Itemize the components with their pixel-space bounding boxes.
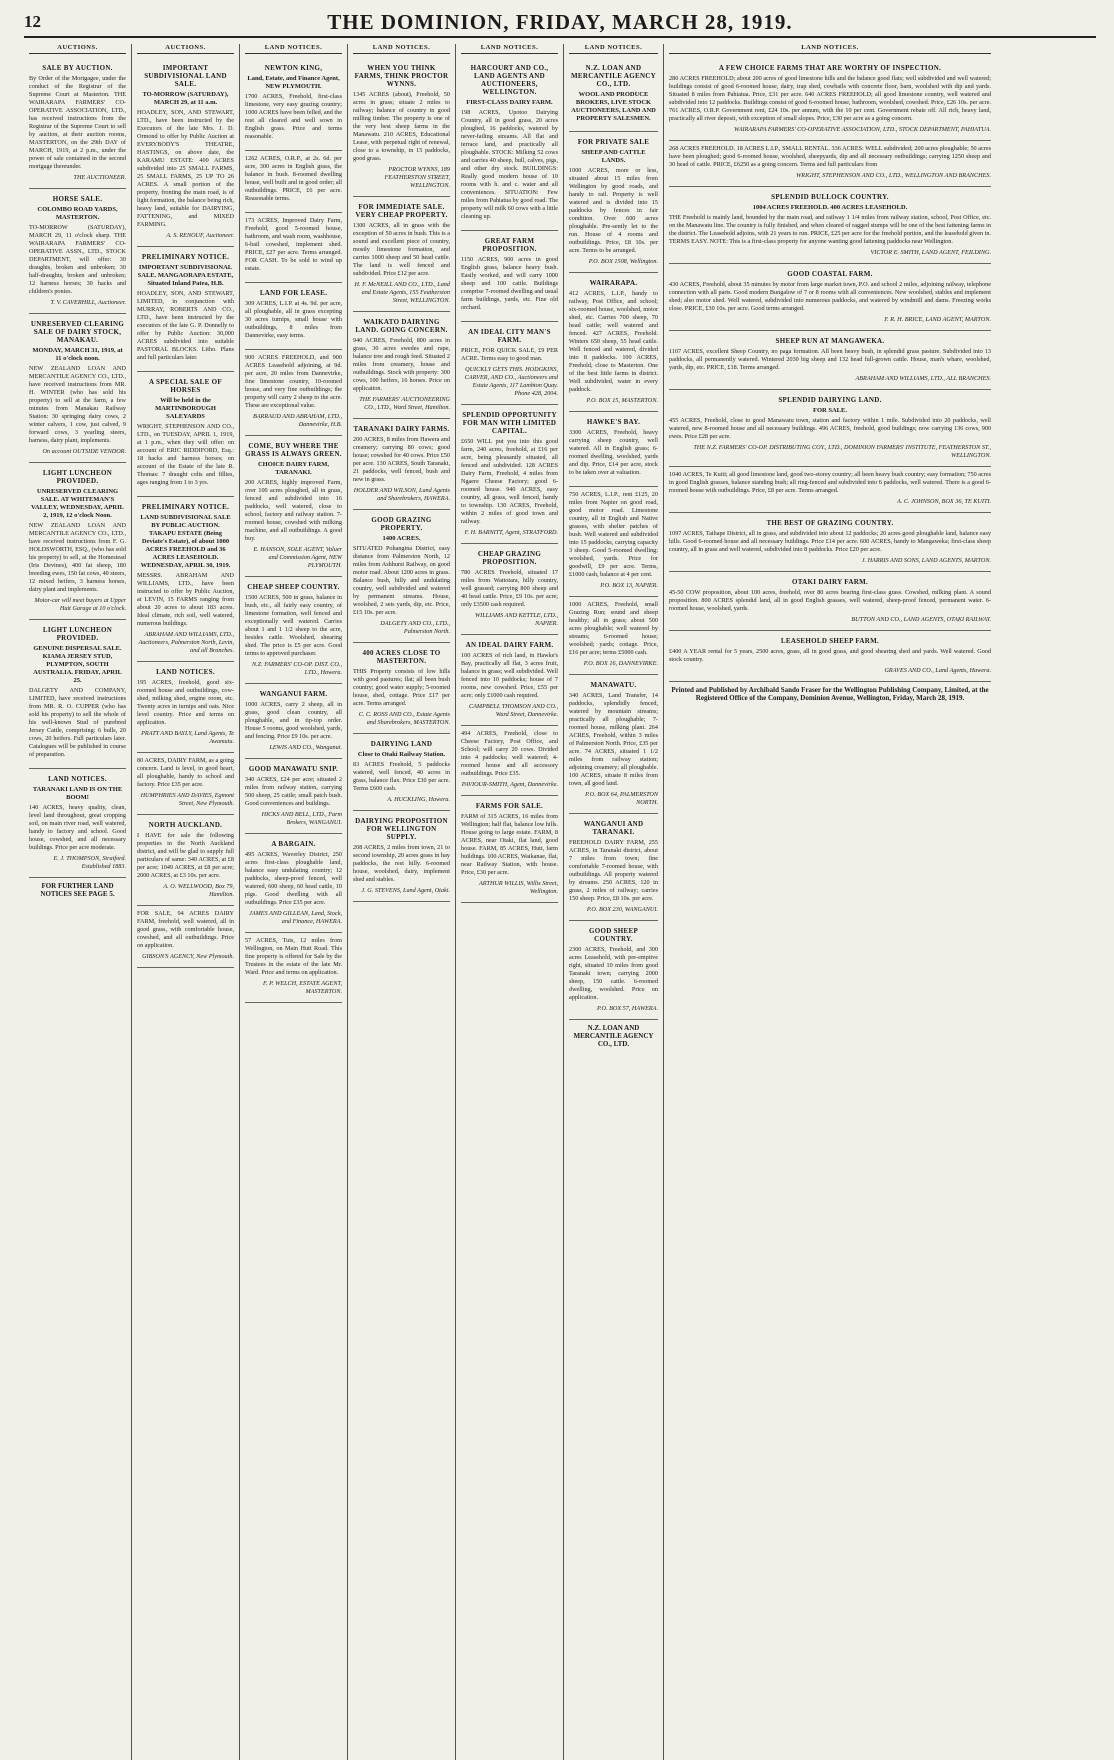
- ad-body: THIS Property consists of low hills with good pastures; flat; all been bush country; good water supply; 5-roomed house, shed, cottage. Price £17 per acre. Terms arranged.: [353, 668, 450, 707]
- ad-signature: THE N.Z. FARMERS' CO-OP. DISTRIBUTING COY., LTD., DOMINION FARMERS' INSTITUTE, FEATHERSTON ST., WELLINGTON.: [693, 444, 991, 459]
- ad-body: 100 ACRES of rich land, in Hawke's Bay, practically all flat, 3 acres fruit, balance in grass; well subdivided. Well fenced into 10 paddocks; house of 7 rooms, new cowshed. Price, £55 per acre; only £1000 cash required.: [461, 652, 558, 699]
- advertisement: [353, 197, 450, 312]
- ad-body: HOADLEY, SON, AND STEWART, LTD., have been instructed by the Executors of the late Mrs. J. D. Ormond to offer by Public Auction at EVERYBODY'S THEATRE, HASTINGS, on above date, the KARAMU ESTATE: 400 ACRES subdivided into 25 SMALL FARMS, 25 SMALL FARMS, 25 UP TO 26 ACRES. A small portion of the property, fronting the main road, is of light formation, the balance being rich, heavy land, suitable for DAIRYING, FATTENING, and MIXED FARMING.: [137, 109, 234, 228]
- advertisement: [137, 247, 234, 372]
- ad-title: FOR PRIVATE SALE: [577, 138, 650, 146]
- advertisement: [461, 726, 558, 796]
- page-title: THE DOMINION, FRIDAY, MARCH 28, 1919.: [327, 10, 793, 34]
- advertisement: [245, 58, 342, 151]
- advertisement: [137, 372, 234, 497]
- ad-signature: F. P. WELCH, ESTATE AGENT, MASTERTON.: [263, 980, 342, 995]
- masthead: [24, 10, 1096, 38]
- ad-body: 195 ACRES, freehold, good six-roomed house and outbuildings, cow-shed, milking shed, engine room, etc. Twenty acres in turnips and oats. Nice level country. Price and terms on application.: [137, 679, 234, 726]
- ad-title: WAIKATO DAIRYING LAND. GOING CONCERN.: [355, 318, 448, 334]
- ad-subtitle: TARANAKI LAND IS ON THE BOOM!: [32, 786, 123, 801]
- columns-container: [24, 44, 1096, 1760]
- ad-signature: A. C. JOHNSON, BOX 36, TE KUITI.: [896, 498, 991, 505]
- ad-body: 208 ACRES, 2 miles from town, 21 to second township, 20 acres grass in hay paddocks, the rest hilly. 6-roomed house, woolshed, dairy, implement shed and stables.: [353, 844, 450, 883]
- advertisement: [245, 759, 342, 834]
- ad-body: MESSRS. ABRAHAM AND WILLIAMS, LTD., have been instructed to offer by Public Auction, at LEVIN, 15 FARMS ranging from about 20 acres to about 183 acres. Ideal climate, rich soil, well watered, numerous buildings.: [137, 572, 234, 627]
- advertisement: [353, 312, 450, 419]
- ad-body: 1300 ACRES, all in grass with the exception of 50 acres in bush. This is a sound and excellent piece of country, mostly limestone formation, and carries 1000 sheep and 50 head cattle. The land is well fenced and subdivided. Price £12 per acre.: [353, 222, 450, 277]
- ad-body: 494 ACRES, Freehold, close to Cheese Factory, Post Office, and School; will carry 20 cows. Divided into 4 paddocks; well watered; 4-roomed house and all accessory outbuildings. Price £35.: [461, 730, 558, 777]
- ad-body: 1040 ACRES, Te Kuiti; all good limestone land, good two-storey country; all been heavy bush country; easy formation; 750 acres in good English grasses, balance standing bush; all ring-fenced and subdivided into 6 paddocks, well watered. There is a good 6-roomed house with outbuildings. Price, £8 per acre. Terms arranged.: [669, 471, 991, 494]
- ad-signature: DALGETY AND CO., LTD., Palmerston North.: [380, 620, 450, 635]
- ad-title: GOOD COASTAL FARM.: [787, 270, 873, 278]
- ad-title: WHEN YOU THINK FARMS, THINK PROCTOR WYNNS.: [354, 64, 449, 88]
- ad-title: SPLENDID OPPORTUNITY FOR MAN WITH LIMITED CAPITAL.: [462, 411, 557, 435]
- ad-signature: P.O. BOX 13, NAPIER.: [600, 582, 658, 589]
- advertisement: [137, 815, 234, 906]
- ad-subtitle: Will be held in the MARTINBOROUGH SALEYARDS: [155, 397, 216, 420]
- ad-title: IMPORTANT SUBDIVISIONAL LAND SALE.: [144, 64, 227, 88]
- ad-body: 750 ACRES, L.I.P., rent £125, 20 miles from Napier on good road, good motor road. Limestone country, all in English and Native grasses, with shelter patches of bush. Well watered and subdivided into 15 paddocks, carrying capacity 3 sheep. Good 5-roomed dwelling; woolshed, yards. Price for goodwill, £9 per acre. Terms, £1000 cash, balance at 4 per cent.: [569, 491, 658, 578]
- ad-signature: E. J. THOMPSON, Stratford. Established 1883.: [53, 855, 126, 870]
- advertisement: [569, 675, 658, 814]
- ad-body: NEW ZEALAND LOAN AND MERCANTILE AGENCY CO., LTD., have received instructions from MR. H. WINTER (who has sold his property) to sell at the farm, a few minutes from Manakau Railway Station: 30 springing dairy cows, 2 winter calvers, 1 cow, just calved, 9 forward cows, 3 yearling steers, harness, dairy plant, implements.: [29, 365, 126, 444]
- ad-title: WANGANUI AND TARANAKI.: [583, 820, 644, 836]
- advertisement: [353, 643, 450, 734]
- advertisement: [669, 467, 991, 513]
- advertisement: [569, 412, 658, 487]
- advertisement: [569, 132, 658, 273]
- ad-title: LAND NOTICES.: [48, 775, 107, 783]
- ad-title: AN IDEAL CITY MAN'S FARM.: [468, 328, 551, 344]
- ad-body: £400 A YEAR rental for 5 years, 2500 acres, grass, all in good grass, and good shearing shed and yards. Well watered. Good stock country.: [669, 648, 991, 663]
- ad-signature: GIBSON'S AGENCY, New Plymouth.: [142, 953, 234, 960]
- ad-body: HOADLEY, SON, AND STEWART, LIMITED, in conjunction with MURRAY, ROBERTS AND CO., LTD., have been instructed by the executors of the late G. P. Donnelly to offer by Public Auction: 30,000 ACRES subdivided into suitable PASTORAL BLOCKS. Litho. Plans and full particulars later.: [137, 290, 234, 361]
- ad-title: GOOD GRAZING PROPERTY.: [371, 516, 432, 532]
- column-heading: LAND NOTICES.: [461, 44, 558, 54]
- ad-title: GREAT FARM PROPOSITION.: [482, 237, 537, 253]
- ad-title: FOR IMMEDIATE SALE. VERY CHEAP PROPERTY.: [355, 203, 448, 219]
- ad-title: CHEAP SHEEP COUNTRY.: [247, 583, 340, 591]
- ad-title: SPLENDID BULLOCK COUNTRY.: [771, 193, 889, 201]
- ad-signature: PAVIOUR-SMITH, Agent, Dannevirke.: [461, 781, 558, 788]
- ad-subtitle: GENUINE DISPERSAL SALE. KIAMA JERSEY STUD, PLYMPTON, SOUTH AUSTRALIA. FRIDAY, APRIL 25.: [33, 645, 122, 684]
- ad-signature: HUMPHRIES AND DAVIES, Egmont Street, New Plymouth.: [140, 792, 234, 807]
- ad-signature: WILLIAMS AND KETTLE, LTD., NAPIER.: [475, 612, 558, 627]
- ad-title: DAIRYING LAND: [370, 740, 433, 748]
- ad-body: NEW ZEALAND LOAN AND MERCANTILE AGENCY CO., LTD., have received instructions from F. G. HOLDSWORTH, ESQ., (who has sold his property) to sell, at the Homestead (Iris Devines), 400 fat sheep, 180 breeding ewes, 150 fat cows, 40 steers, 12 mixed heifers, 3 harness horses, dairy plant and implements.: [29, 522, 126, 593]
- column-heading: LAND NOTICES.: [669, 44, 991, 54]
- advertisement: [137, 662, 234, 753]
- ad-title: LIGHT LUNCHEON PROVIDED.: [42, 626, 113, 642]
- ad-signature: P.O. BOX 16, DANNEVIRKE.: [583, 660, 658, 667]
- ad-signature: ABRAHAM AND WILLIAMS, LTD., Auctioneers, Palmerston North, Levin, and all Branches.: [138, 631, 234, 654]
- ad-body: 309 ACRES, L.I.P. at 4s. 9d. per acre, all ploughable, all in grass excepting 30 acres turnips, small house with outbuildings, 8 miles from Dannevirke, easy terms.: [245, 300, 342, 339]
- ad-subtitle: 1400 ACRES.: [382, 535, 421, 542]
- ad-title: MANAWATU.: [590, 681, 637, 689]
- ad-title: THE BEST OF GRAZING COUNTRY.: [766, 519, 894, 527]
- advertisement: [569, 273, 658, 412]
- ad-title: HAWKE'S BAY.: [586, 418, 641, 426]
- advertisement: [569, 814, 658, 921]
- ad-body: DALGETY AND COMPANY, LIMITED, have received instructions from MR. R. O. CUPPER (who has sold his property) to sell the whole of his well-known Stud of purebred Jersey Cattle, comprising: 6 bulls, 20 cows, 20 heifers. Full particulars later. Catalogues will be published in course of preparation.: [29, 687, 126, 758]
- ad-body: 1000 ACRES, more or less, situated about 15 miles from Wellington by good roads, and handy to rail. Property is well watered and is divided into 15 paddocks by fences in fair condition. Over 600 acres ploughable. Pre-sently let to the run. House of 4 rooms and outbuildings. Price, £8 10s. per acre. Terms to be arranged.: [569, 167, 658, 254]
- ad-signature: HICKS AND BELL, LTD., Farm Brokers, WANGANUI.: [261, 811, 342, 826]
- advertisement: [137, 58, 234, 247]
- ad-signature: WRIGHT, STEPHENSON AND CO., LTD., WELLINGTON AND BRANCHES.: [796, 172, 991, 179]
- ad-signature: JAMES AND GILLEAN, Land, Stock, and Finance, HAWERA.: [249, 910, 342, 925]
- advertisement: [137, 497, 234, 662]
- advertisement: [245, 283, 342, 350]
- ad-signature: A. HUCKLING, Hawera.: [387, 796, 450, 803]
- advertisement: [245, 213, 342, 283]
- ad-title: LEASEHOLD SHEEP FARM.: [780, 637, 880, 645]
- advertisement: [245, 436, 342, 577]
- ad-title: LAND NOTICES.: [156, 668, 215, 676]
- ad-body: SITUATED Pohangina District, easy distance from Palmerston North, 12 miles from Ashhurst Railway, on good motor road. About 1200 acres in grass. Balance bush, hilly and undulating country, well subdivided and watered by permanent streams. House, woolshed, 2 sets yards, dip, etc. Price, £15 10s. per acre.: [353, 545, 450, 616]
- advertisement: [29, 314, 126, 463]
- column-4: [348, 44, 456, 1760]
- column-5: [456, 44, 564, 1760]
- ad-title: COME, BUY WHERE THE GRASS IS ALWAYS GREEN.: [245, 442, 342, 458]
- ad-title: OTAKI DAIRY FARM.: [791, 578, 869, 586]
- ad-body: 1345 ACRES (about), Freehold, 50 acres in grass; situate 2 miles to railway; balance of country in good milling timber. The property is one of the very best sheep farms in the Manawatu. 210 ACRES, Educational Lease, with perpetual right of renewal, close to a township, in 15 paddocks, good grass.: [353, 91, 450, 162]
- ad-title: DAIRYING PROPOSITION FOR WELLINGTON SUPPLY.: [355, 817, 448, 841]
- advertisement: [461, 796, 558, 903]
- column-2: [132, 44, 240, 1760]
- ad-title: FARMS FOR SALE.: [475, 802, 544, 810]
- advertisement: [29, 620, 126, 769]
- ad-body: 57 ACRES, Tuis, 12 miles from Wellington, on Main Hutt Road. This fine property is offered for Sale by the Trustees in the estate of the late Mr. Ward. Price and terms on application.: [245, 937, 342, 976]
- ad-title: PRELIMINARY NOTICE.: [141, 253, 230, 261]
- ad-body: 268 ACRES FREEHOLD. 18 ACRES L.I.P., SMALL RENTAL. 336 ACRES: WELL subdivided; 200 acres ploughable; 50 acres have been ploughed; good 6-roomed house, woolshed, sheepyards, dip and all necessary outbuildings; carrying 1250 sheep and 30 head of cattle. PRICE, £6250 as a going concern. Terms and full particulars from: [669, 145, 991, 168]
- ad-signature: QUICKLY GETS THIS. HODGKINS, CARVER, AND CO., Auctioneers and Estate Agents, 117 Lambton Quay. Phone 428, 2004.: [464, 366, 558, 397]
- ad-body: 1700 ACRES, Freehold, first-class limestone, very easy grazing country; 1000 ACRES have been felled, and the rest all cleared and well sown in English grass. Price and terms reasonable.: [245, 93, 342, 140]
- ad-title: AN IDEAL DAIRY FARM.: [465, 641, 554, 649]
- ad-signature: GRAVES AND CO., Land Agents, Hawera.: [884, 667, 991, 674]
- advertisement: [461, 635, 558, 726]
- ad-signature: E. HANSON, SOLE AGENT, Valuer and Commission Agent, NEW PLYMOUTH.: [253, 546, 342, 569]
- ad-title: A SPECIAL SALE OF HORSES: [149, 378, 222, 394]
- ad-signature: CAMPBELL THOMSON AND CO., Ward Street, Dannevirke.: [469, 703, 558, 718]
- ad-body: 940 ACRES, Freehold, 800 acres in grass, 30 acres swedes and rape, balance tree and rough feed. Situated 2 miles from creamery, house and outbuildings. Stock with property: 300 cows, 100 heifers, 16 horses. Price on application.: [353, 337, 450, 392]
- ad-body: 455 ACRES, Freehold, close to good Manawatu town, station and factory within 1 mile. Subdivided into 20 paddocks, well watered, new 8-roomed house and all necessary buildings. 496 ACRES, freehold, good buildings; now carrying 136 cows, 900 ewes. Price £28 per acre.: [669, 417, 991, 440]
- ad-signature: THE AUCTIONEER.: [73, 174, 126, 181]
- ad-body: 80 ACRES, DAIRY FARM, as a going concern. Land is level, in good heart, all ploughable, handy to school and factory. Price £35 per acre.: [137, 757, 234, 788]
- ad-title: HARCOURT AND CO., LAND AGENTS AND AUCTIONEERS, WELLINGTON.: [470, 64, 549, 96]
- ad-title: WAIRARAPA.: [589, 279, 638, 287]
- ad-signature: THE FARMERS' AUCTIONEERING CO., LTD., Ward Street, Hamilton.: [359, 396, 450, 411]
- ad-subtitle: UNRESERVED CLEARING SALE. AT WHITEMAN'S VALLEY, WEDNESDAY, APRIL 2, 1919, 12 o'clock Noon.: [31, 488, 124, 519]
- ad-title: A FEW CHOICE FARMS THAT ARE WORTHY OF INSPECTION.: [718, 64, 942, 72]
- advertisement: [245, 577, 342, 684]
- ad-title: A BARGAIN.: [271, 840, 316, 848]
- advertisement: [669, 187, 991, 264]
- column-heading: AUCTIONS.: [29, 44, 126, 54]
- ad-body: THE Freehold is mainly land, bounded by the main road, and railway 1 1/4 miles from railway station, school, Post Office, etc. on the Manawatu line. The country is fully finished, and when cleared of ragged stumps will be one of the best fattening farms in the district. The Leasehold adjoins, with 21 years to run. PRICE, £25 per acre for the freehold portion, and the leasehold given in. TERMS EASY. NOTE: This is a first-class property for anyone wanting good fattening paddocks near Wellington.: [669, 214, 991, 245]
- ad-title: HORSE SALE.: [52, 195, 103, 203]
- advertisement: [29, 189, 126, 314]
- ad-signature: J. HARRIS AND SONS, LAND AGENTS, MARTON.: [861, 557, 991, 564]
- ad-body: 1500 ACRES, 500 in grass, balance in bush, etc., all fairly easy country, of limestone formation, well fenced and exceptionally well watered. Carries about 1 and 1 1/2 sheep to the acre, besides cattle. Woolshed, shearing shed. The price is £5 per acre. Good terms to approved purchaser.: [245, 594, 342, 657]
- column-heading: LAND NOTICES.: [245, 44, 342, 54]
- ad-body: WRIGHT, STEPHENSON AND CO., LTD., on TUESDAY, APRIL 1, 1919, at 1 p.m., when they will offer: on account of ERIC RIDDIFORD, Esq.: 18 hacks and harness horses; on account of the Estate of the late R. Thomas: 7 draught colts and fillies, ages ranging from 1 to 3 yrs.: [137, 423, 234, 486]
- ad-signature: T. V. CAVERHILL, Auctioneer.: [50, 299, 126, 306]
- column-6: [564, 44, 664, 1760]
- ad-body: 412 ACRES, L.I.P., handy to railway, Post Office, and school; six-roomed house, woolshed, motor shed, etc. Carries 700 sheep, 70 head cattle; well watered and fenced. 427 ACRES, Freehold. Winters 650 sheep, 55 head cattle. Well fenced and watered, divided into 8 paddocks. 100 ACRES, Freehold, close to Masterton. One of the best little farms in district. Well subdivided, water in every paddock.: [569, 290, 658, 393]
- advertisement: [353, 734, 450, 811]
- ad-body: 495 ACRES, Waverley District, 250 acres first-class ploughable land, balance easy undulating country; 12 paddocks, sheep-proof fenced, well watered, 600 sheep, 60 head cattle, 10 pigs. Good dwelling with all outbuildings. Price £35 per acre.: [245, 851, 342, 906]
- advertisement: [353, 811, 450, 902]
- ad-signature: ARTHUR WILLIS, Willis Street, Wellington.: [478, 880, 558, 895]
- column-heading: LAND NOTICES.: [353, 44, 450, 54]
- ad-signature: VICTOR E. SMITH, LAND AGENT, FEILDING.: [870, 249, 991, 256]
- advertisement: [353, 58, 450, 197]
- ad-title: NEWTON KING,: [264, 64, 323, 72]
- ad-body: 1097 ACRES, Taihape District, all in grass, and subdivided into about 12 paddocks; 20 acres good ploughable land, balance easy hills. Good 6-roomed house and all necessary buildings. Price £14 per acre. 600 ACRES, handy to Mangaweka; first-class sheep country, all in grass and well watered, subdivided into 8 paddocks. Price £20 per acre.: [669, 530, 991, 553]
- ad-body: 430 ACRES, Freehold, about 35 minutes by motor from large market town, P.O. and school 2 miles, adjoining railway, telephone connection with all parts. Good modern Bungalow of 7 or 8 rooms with all conveniences. New woolshed, stables and implement shed; also motor shed. Well watered, subdivided into numerous paddocks, and watered by windmill and dams. Freezing works close. PRICE, £30 10s. per acre. Good terms arranged.: [669, 281, 991, 312]
- advertisement: [569, 597, 658, 675]
- ad-signature: BUTTON AND CO., LAND AGENTS, OTAKI RAILWAY.: [851, 616, 991, 623]
- ad-body: 45-50 COW proposition, about 100 acres, freehold, over 80 acres bearing first-class grass. Cowshed, milking plant. A sound proposition. 800 ACRES splendid land, all in good English grasses, well watered, sheep-proof fenced, permanent water. 6-roomed house, woolshed, yards.: [669, 589, 991, 612]
- advertisement: [353, 419, 450, 510]
- advertisement: [461, 405, 558, 544]
- ad-subtitle: SHEEP AND CATTLE LANDS.: [581, 149, 646, 164]
- ad-title: LAND FOR LEASE.: [259, 289, 328, 297]
- ad-title: WANGANUI FARM.: [259, 690, 328, 698]
- ad-body: FOR SALE, 94 ACRES DAIRY FARM, freehold, well watered, all in good grass, with comfortable house, cowshed, and all outbuildings. Price on application.: [137, 910, 234, 949]
- advertisement: [669, 264, 991, 331]
- ad-signature: PROCTOR WYNNS, 189 FEATHERSTON STREET, WELLINGTON.: [384, 166, 450, 189]
- column-footer: N.Z. LOAN AND MERCANTILE AGENCY CO., LTD.: [573, 1024, 654, 1048]
- column-3: [240, 44, 348, 1760]
- ad-body: 1000 ACRES, carry 2 sheep, all in grass, good clean country, all ploughable, and in tip-top order. House 5 rooms, good woolshed, yards, and fencing. Price £9 10s. per acre.: [245, 701, 342, 740]
- ad-subtitle: COLOMBO ROAD YARDS, MASTERTON.: [37, 206, 118, 221]
- ad-signature: PRATT AND BAYLY, Land Agents, Te Awamutu.: [141, 730, 234, 745]
- column-heading: AUCTIONS.: [137, 44, 234, 54]
- ad-title: TARANAKI DAIRY FARMS.: [353, 425, 450, 433]
- ad-title: SHEEP RUN AT MANGAWEKA.: [775, 337, 885, 345]
- ad-body: 1150 ACRES, 900 acres in good English grass, balance heavy bush. Easily worked, and will carry 1000 sheep and 100 cattle. Buildings comprise 7-roomed dwelling and usual farm buildings, yards, etc. Fine old orchard.: [461, 256, 558, 311]
- ad-signature: HOLDER AND WILSON, Land Agents and Sharebrokers, HAWERA.: [353, 487, 450, 502]
- ad-body: 900 ACRES FREEHOLD, and 900 ACRES Leasehold adjoining, at 9d. per acre, 20 miles from Dannevirke, fine limestone country, 10-roomed house, and very fine outbuildings; the property will carry 2 sheep to the acre. These are exceptional value.: [245, 354, 342, 409]
- ad-subtitle: TO-MORROW (SATURDAY), MARCH 29, at 11 a.m.: [142, 91, 229, 106]
- ad-body: 3300 ACRES, Freehold, heavy carrying sheep country, well watered. All in English grass; 6-roomed dwelling, woolshed, yards and dip. Price, £14 per acre, stock to be taken over at valuation.: [569, 429, 658, 476]
- ad-signature: Motor-car will meet buyers at Upper Hutt Garage at 10 o'clock.: [34, 597, 126, 612]
- advertisement: [461, 231, 558, 322]
- advertisement: [461, 58, 558, 231]
- advertisement: [29, 463, 126, 620]
- ad-body: By Order of the Mortgagee, under the conduct of the Registrar of the Supreme Court at Masterton. THE WAIRARAPA FARMERS' CO-OPERATIVE ASSOCIATION, LTD., has received instructions from the Registrar of the Supreme Court to sell by auction, at their auction rooms, MASTERTON, on the 29th DAY of MARCH, 1919, at 2 p.m., under the power of sale contained in the second mortgage thereunder.: [29, 75, 126, 170]
- ad-title: SPLENDID DAIRYING LAND.: [778, 396, 882, 404]
- ad-subtitle: WOOL AND PRODUCE BROKERS, LIVE STOCK AUCTIONEERS, LAND AND PROPERTY SALESMEN.: [571, 91, 656, 122]
- ad-subtitle: LAND SUBDIVISIONAL SALE BY PUBLIC AUCTION. TAKAPU ESTATE (Being Deviate's Estate), of about 1000 ACRES FREEHOLD and 36 ACRES LEASEHOLD. WEDNESDAY, APRIL 30, 1919.: [140, 514, 231, 569]
- ad-subtitle: CHOICE DAIRY FARM, TARANAKI.: [257, 461, 330, 476]
- ad-signature: LEWIS AND CO., Wanganui.: [269, 744, 342, 751]
- ad-signature: F. H. BARNITT, Agent, STRATFORD.: [464, 529, 558, 536]
- ad-title: LIGHT LUNCHEON PROVIDED.: [42, 469, 113, 485]
- ad-body: 1107 ACRES, excellent Sheep Country, no paga formation. All been heavy bush, in splendid grass pasture. Subdivided into 13 paddocks, all permanently watered. Wintered 2030 big sheep and 132 head full-grown cattle. House, man's whare, woolshed, yards, dip, etc. PRICE, £18. Terms arranged.: [669, 348, 991, 371]
- ad-body: 200 ACRES, highly improved Farm, over 100 acres ploughed, all in grass, fenced and subdivided into 16 paddocks, well watered, close to school, factory and railway station. 7-roomed house, cowshed with milking machine, and all outbuildings. A good buy.: [245, 479, 342, 542]
- ad-signature: P.O. BOX 230, WANGANUI.: [586, 906, 658, 913]
- advertisement: [669, 513, 991, 572]
- ad-body: £650 WILL put you into this good farm, 240 acres, freehold, at £16 per acre, being pleasantly situated, all fenced and subdivided. 128 ACRES Dairy Farm, Freehold, 4 miles from Ngaere Cheese Factory; good 6-roomed house. 940 ACRES, easy country, all grass, well fenced, handy to township. 130 ACRES, Freehold, within 2 miles of good town and railway.: [461, 438, 558, 525]
- ad-subtitle: IMPORTANT SUBDIVISIONAL SALE. MANGAORAPA ESTATE, Situated Inland Patea, H.B.: [137, 264, 234, 287]
- column-footer: Printed and Published by Archibald Sando Fraser for the Wellington Publishing Company, Limited, at the Registered Office of the Company, Dominion Avenue, Wellington, Friday, March 28, 1919.: [671, 686, 989, 702]
- advertisement: [569, 487, 658, 597]
- ad-subtitle: FIRST-CLASS DAIRY FARM.: [466, 99, 553, 106]
- ad-signature: WAIRARAPA FARMERS' CO-OPERATIVE ASSOCIATION, LTD., STOCK DEPARTMENT, PAHIATUA.: [734, 126, 991, 133]
- ad-signature: F. R. H. BRICE, LAND AGENT, MARTON.: [884, 316, 991, 323]
- advertisement: [245, 151, 342, 213]
- ad-title: SALE BY AUCTION.: [42, 64, 113, 72]
- ad-title: GOOD SHEEP COUNTRY.: [588, 927, 639, 943]
- ad-signature: N.Z. FARMERS' CO-OP. DIST. CO., LTD., Hawera.: [251, 661, 342, 676]
- advertisement: [669, 390, 991, 467]
- ad-title: NORTH AUCKLAND.: [148, 821, 223, 829]
- advertisement: [569, 58, 658, 132]
- ad-body: 1000 ACRES, Freehold, small Grazing Run; sound and sheep healthy; all in grass; about 500 acres ploughable; well watered by streams; 6-roomed house; woolshed; yards; cottage. Price, £16 per acre; terms £5000 cash.: [569, 601, 658, 656]
- advertisement: [245, 834, 342, 933]
- ad-body: TO-MORROW (SATURDAY), MARCH 29, 11 o'clock sharp. THE WAIRARAPA FARMERS' CO-OPERATIVE ASSN., LTD., STOCK DEPARTMENT, will offer: 30 draughts, broken and unbroken; 30 half-draughts, broken and unbroken; 12 harness horses; 30 hacks and children's ponies.: [29, 224, 126, 295]
- advertisement: [669, 58, 991, 141]
- ad-title: 400 ACRES CLOSE TO MASTERTON.: [362, 649, 441, 665]
- ad-body: 280 ACRES FREEHOLD; about 200 acres of good limestone hills and the balance good flats; well subdivided and well watered; buildings consist of good 6-roomed house, dairy, trap shed, cowbails with concrete floor, barn, woolshed with dip and yards. Situated 8 miles from Pahiatua. Price, £31 per acre. 640 ACRES FREEHOLD; all good limestone country, well watered and subdivided into 12 paddocks. Buildings consist of good 6-roomed house, bathroom, woolshed, cowshed. Price, £26 10s. per acre. 761 ACRES, O.R.P. Government rent, £24 10s. per annum, with the 10 per cent. Government rebate off. All rich, heavy land, practically all river deposit, with exception of small slopes. Price, £30 per acre as a going concern.: [669, 75, 991, 122]
- ad-title: PRELIMINARY NOTICE.: [141, 503, 230, 511]
- ad-body: 83 ACRES Freehold, 5 paddocks watered, well fenced, 40 acres in grass, balance flax. Price £30 per acre. Terms £600 cash.: [353, 761, 450, 792]
- ad-signature: On account OUTSIDE VENDOR.: [42, 448, 126, 455]
- ad-body: 173 ACRES, Improved Dairy Farm, Freehold, good 5-roomed house, bathroom, and wash room, washhouse, 6-bail cowshed, implement shed. PRICE, £27 per acre. Terms arranged. FOR CASH. To be sold to wind up estate.: [245, 217, 342, 272]
- advertisement: [137, 906, 234, 968]
- advertisement: [669, 631, 991, 682]
- column-7: [664, 44, 996, 1760]
- column-footer: FOR FURTHER LAND NOTICES SEE PAGE 5.: [40, 882, 115, 898]
- ad-body: 780 ACRES Freehold, situated 17 miles from Waitotara, hilly country, well grassed; carrying 800 sheep and 40 head cattle. Price, £9 10s. per acre; only £3500 cash required.: [461, 569, 558, 608]
- ad-body: 340 ACRES, Land Transfer, 14 paddocks, splendidly fenced, watered by mountain streams; practically all ploughable; 7-roomed house, milking plant. 264 ACRES, Freehold, within 3 miles of Palmerston North. Price, £35 per acre. 74 ACRES, situated 1 1/2 miles from railway station; adjoining creamery; all ploughable. 100 ACRES, situate 8 miles from town, all good land.: [569, 692, 658, 787]
- ad-body: PRICE, FOR QUICK SALE, £9 PER ACRE. Terms easy to good man.: [461, 347, 558, 362]
- ad-body: 198 ACRES, Upotoo Dairying Country, all in good grass, 20 acres ploughed, 16 paddocks, watered by never-failing streams. All flat and terrace land, and practically all ploughable. STOCK: Milking 52 cows and carries 40 sheep, bull, calves, pigs, and other dry stock. BUILDINGS: Really good modern house of 10 rooms with h. and c. water and all conveniences. SITUATION: Few miles from Pahiatua by good road. The property will milk 60 cows with a little cleaning up.: [461, 109, 558, 220]
- ad-signature: P.O. BOX 64, PALMERSTON NORTH.: [585, 791, 658, 806]
- ad-title: UNRESERVED CLEARING SALE OF DAIRY STOCK, MANAKAU.: [30, 320, 125, 344]
- ad-signature: P.O. BOX 15, MASTERTON.: [586, 397, 658, 404]
- ad-signature: P.O. BOX 57, HAWERA.: [596, 1005, 658, 1012]
- ad-body: I HAVE for sale the following properties in the North Auckland district, and will be glad to supply full particulars of same: 340 ACRES, at £8 per acre; 1049 ACRES, at £8 per acre; 2000 ACRES, at £3 10s. per acre.: [137, 832, 234, 879]
- column-heading: LAND NOTICES.: [569, 44, 658, 54]
- advertisement: [29, 769, 126, 878]
- advertisement: [353, 510, 450, 643]
- page-number: 12: [24, 12, 41, 31]
- ad-signature: J. G. STEVENS, Land Agent, Otaki.: [361, 887, 450, 894]
- ad-signature: P.O. BOX 1508, Wellington.: [588, 258, 658, 265]
- advertisement: [245, 684, 342, 759]
- ad-subtitle: 1004 ACRES FREEHOLD. 400 ACRES LEASEHOLD.: [752, 204, 908, 211]
- ad-subtitle: MONDAY, MARCH 31, 1919, at 11 o'clock noon.: [32, 347, 123, 362]
- advertisement: [137, 753, 234, 815]
- ad-body: 200 ACRES, 8 miles from Hawera and creamery; carrying 80 cows; good house; cowshed for 40 cows. Price £50 per acre. 130 ACRES, South Taranaki, 21 paddocks, well fenced, bush and new in grass.: [353, 436, 450, 483]
- ad-signature: ABRAHAM AND WILLIAMS, LTD., ALL BRANCHES.: [855, 375, 991, 382]
- ad-signature: A. S. RENOUF, Auctioneer.: [166, 232, 234, 239]
- ad-body: FREEHOLD DAIRY FARM, 255 ACRES, in Taranaki district, about 7 miles from town; fine comfortable 7-roomed house, with outbuildings. All property watered by streams. 250 ACRES, 120 in grass, 2 miles of railway; carries 150 sheep. Price, £8 10s. per acre.: [569, 839, 658, 902]
- ad-body: FARM of 315 ACRES, 16 miles from Wellington; half flat, balance low hills. House going to large estate. FARM, 8 ACRES, near Otaki, flat land, good house. FARM, 85 ACRES, Hutt, farm buildings. 100 ACRES, Waikanae, flat, near Railway Station, with house. Price, £30 per acre.: [461, 813, 558, 876]
- ad-subtitle: FOR SALE.: [813, 407, 847, 414]
- ad-title: N.Z. LOAN AND MERCANTILE AGENCY CO., LTD.: [570, 64, 657, 88]
- advertisement: [569, 921, 658, 1020]
- advertisement: [669, 141, 991, 187]
- ad-title: GOOD MANAWATU SNIP.: [248, 765, 339, 773]
- ad-body: 1262 ACRES, O.R.P., at 2s. 6d. per acre, 300 acres in English grass, the balance in bush. 8-roomed dwelling house, well built and in good order; all outbuildings. PRICE, £6 per acre. Reasonable terms.: [245, 155, 342, 202]
- advertisement: [29, 58, 126, 189]
- ad-title: CHEAP GRAZING PROPOSITION.: [477, 550, 542, 566]
- ad-signature: A. O. WELLWOOD, Box 79, Hamilton.: [163, 883, 234, 898]
- advertisement: [245, 933, 342, 1003]
- ad-signature: C. C. ROSS AND CO., Estate Agents and Sharebrokers, MASTERTON.: [358, 711, 450, 726]
- ad-subtitle: Land, Estate, and Finance Agent, NEW PLYMOUTH.: [247, 75, 340, 90]
- advertisement: [461, 322, 558, 405]
- ad-subtitle: Close to Otaki Railway Station.: [357, 751, 446, 758]
- ad-signature: H. F. McNEILL AND CO., LTD., Land and Estate Agents, 155 Featherston Street, WELLINGTON.: [354, 281, 450, 304]
- ad-body: 340 ACRES, £24 per acre; situated 2 miles from railway station, carrying 500 sheep, 25 cattle; small patch bush. Good conveniences and buildings.: [245, 776, 342, 807]
- ad-body: 2300 ACRES, Freehold, and 300 acres Leasehold, with pre-emptive right, situated 10 miles from good Taranaki town; carrying 2000 sheep, 150 cattle. 6-roomed dwelling, woolshed. Price on application.: [569, 946, 658, 1001]
- advertisement: [669, 331, 991, 390]
- column-1: [24, 44, 132, 1760]
- advertisement: [245, 350, 342, 436]
- advertisement: [461, 544, 558, 635]
- advertisement: [669, 572, 991, 631]
- ad-body: 140 ACRES, heavy quality, clean, level land throughout, great cropping soil, on main river road, well watered, handy to factory and school. Good house, cowshed, and all necessary buildings. Price per acre moderate.: [29, 804, 126, 851]
- ad-signature: BARRAUD AND ABRAHAM, LTD., Dannevirke, H.B.: [252, 413, 342, 428]
